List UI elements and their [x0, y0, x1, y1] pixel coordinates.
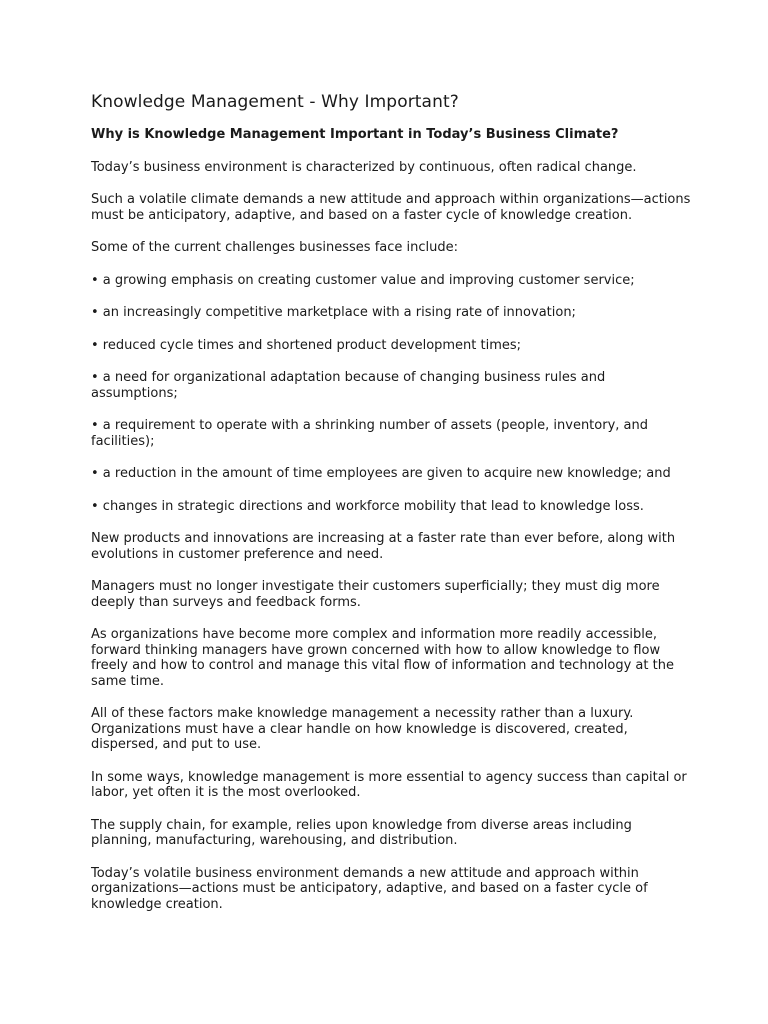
body-paragraph: All of these factors make knowledge management a necessity rather than a luxury. Organizations must have a clear handle on how knowledge is discovered, created, dispersed, and put to use.: [91, 706, 634, 752]
challenge-item: • a requirement to operate with a shrinking number of assets (people, inventory, and facilities);: [91, 418, 648, 449]
challenges-intro: Some of the current challenges businesses face include:: [91, 240, 458, 255]
body-paragraph: As organizations have become more complex and information more readily accessible, forward thinking managers have grown concerned with how to allow knowledge to flow freely and how to control and manage this vital flow of information and technology at the same time.: [91, 627, 674, 689]
document-page: [91, 92, 691, 929]
climate-paragraph: Such a volatile climate demands a new attitude and approach within organizations—actions must be anticipatory, adaptive, and based on a faster cycle of knowledge creation.: [91, 192, 691, 223]
challenge-item: • a growing emphasis on creating customer value and improving customer service;: [91, 272, 635, 288]
challenge-item: • a reduction in the amount of time employees are given to acquire new knowledge; and: [91, 466, 671, 481]
body-paragraph: Managers must no longer investigate their customers superficially; they must dig more deeply than surveys and feedback forms.: [91, 579, 660, 610]
document-title: Knowledge Management - Why Important?: [91, 92, 459, 112]
challenge-item: • an increasingly competitive marketplace with a rising rate of innovation;: [91, 305, 576, 320]
challenge-item: • reduced cycle times and shortened product development times;: [91, 337, 522, 353]
body-paragraph: Today’s volatile business environment demands a new attitude and approach within organizations—actions must be anticipatory, adaptive, and based on a faster cycle of knowledge creation.: [91, 865, 648, 912]
intro-paragraph: Today’s business environment is characterized by continuous, often radical change.: [91, 159, 637, 175]
body-paragraph: The supply chain, for example, relies upon knowledge from diverse areas including planning, manufacturing, warehousing, and distribution.: [91, 817, 632, 848]
body-paragraph: In some ways, knowledge management is more essential to agency success than capital or labor, yet often it is the most overlooked.: [91, 769, 687, 800]
challenge-item: • changes in strategic directions and workforce mobility that lead to knowledge loss.: [91, 498, 644, 514]
document-subtitle: Why is Knowledge Management Important in Today’s Business Climate?: [91, 127, 619, 142]
body-paragraph: New products and innovations are increasing at a faster rate than ever before, along with evolutions in customer preference and need.: [91, 531, 676, 562]
challenge-item: • a need for organizational adaptation because of changing business rules and assumptions;: [91, 370, 606, 401]
